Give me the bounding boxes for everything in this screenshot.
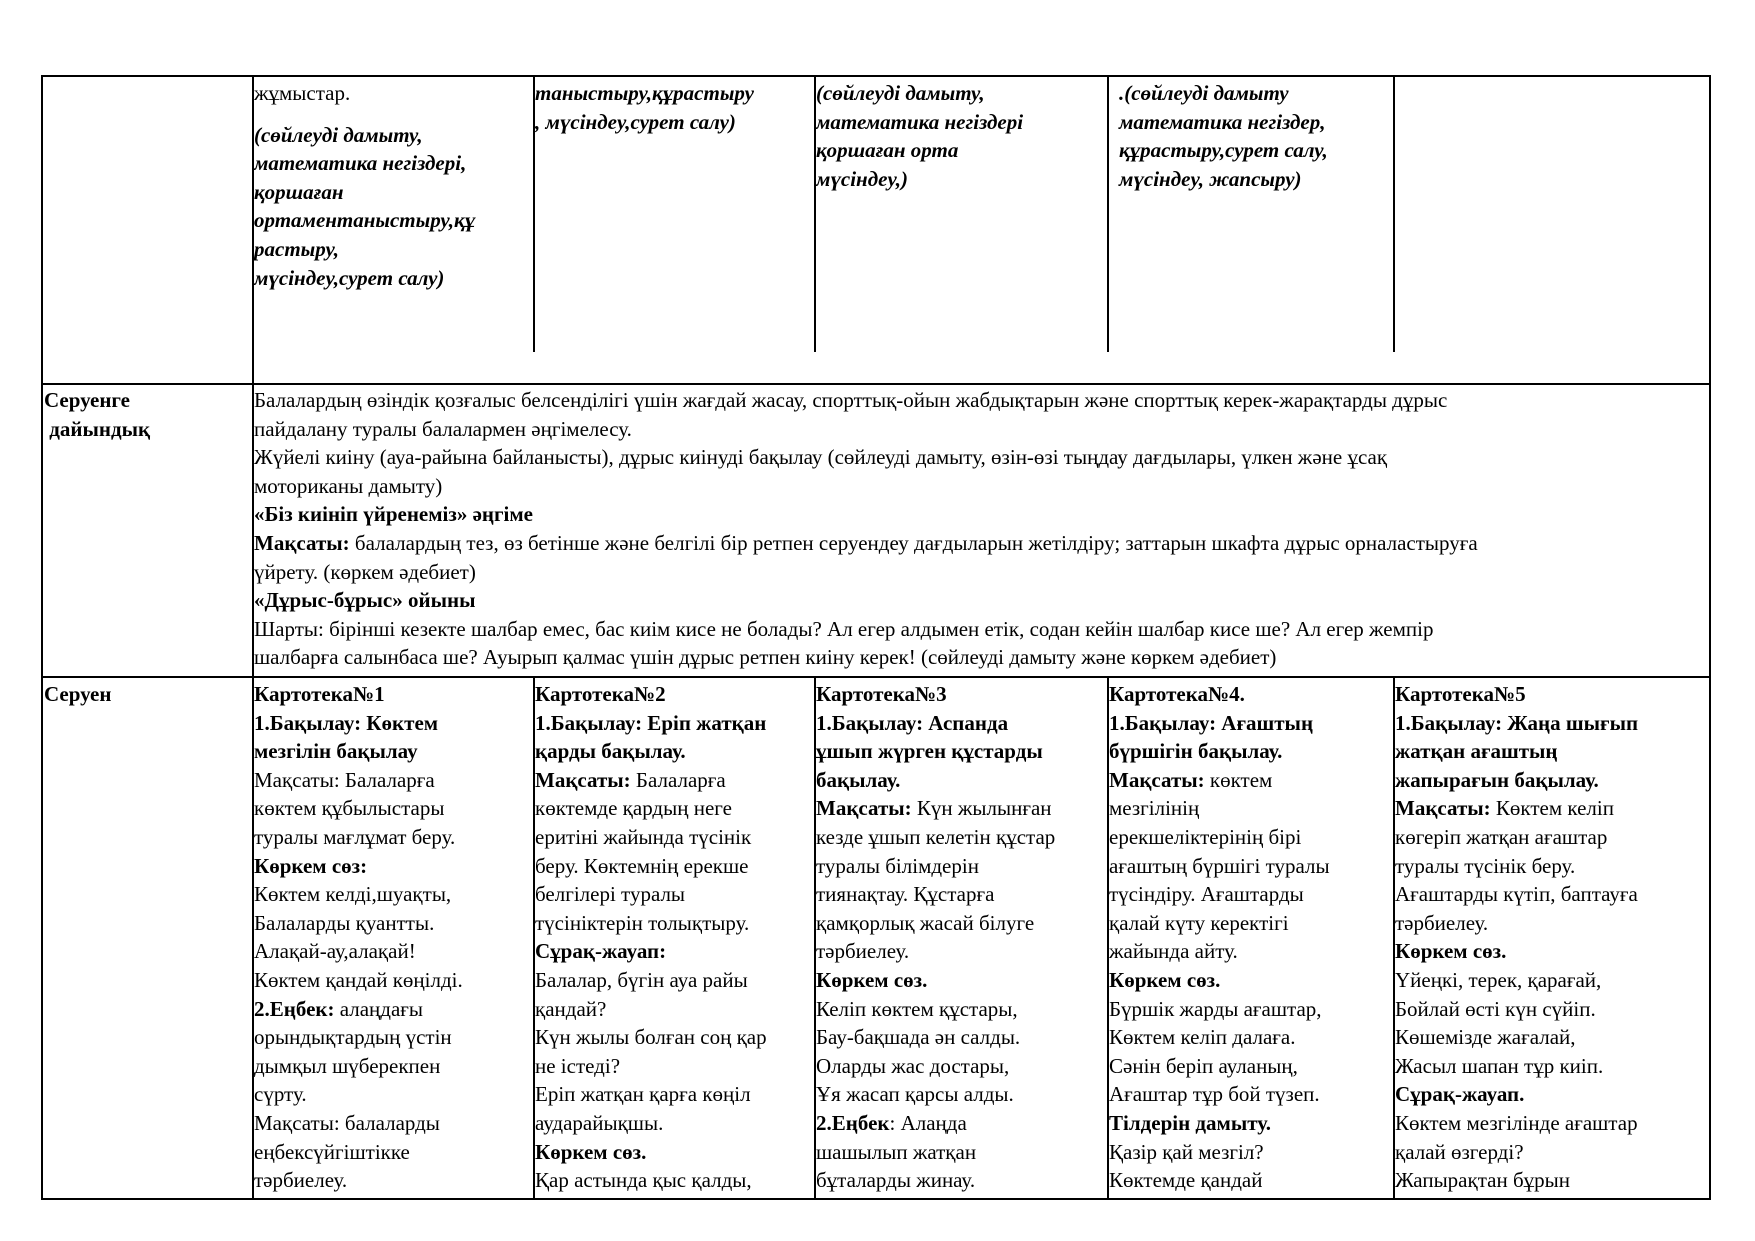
walk-card-line: [1109, 909, 1330, 938]
walk-card-line-text: 2.Еңбек:: [254, 996, 335, 1021]
walk-card-2: [535, 680, 767, 1195]
walk-card-line-text: Көктем келіп далаға.: [1109, 1025, 1296, 1050]
walk-card-line-text: еритіні жайында түсінік: [535, 824, 752, 849]
walk-card-line: [1109, 680, 1330, 709]
walk-card-line-rest: : Алаңда: [889, 1110, 967, 1135]
prep-paragraph-line: шалбарға салынбаса ше? Ауырып қалмас үшін дұрыс ретпен киіну керек! (сөйлеуді дамыту және көркем әдебиет): [254, 645, 1277, 670]
walk-card-line: [1109, 766, 1330, 795]
walk-card-line-text: түсініктерін толықтыру.: [535, 910, 750, 935]
walk-card-line: [535, 709, 767, 738]
walk-card-line: [535, 1052, 767, 1081]
walk-card-line-text: Қар астында қыс қалды,: [535, 1168, 752, 1193]
walk-card-line: [1109, 937, 1330, 966]
walk-card-line: [816, 966, 1055, 995]
walk-card-line-text: тәрбиелеу.: [816, 939, 910, 964]
walk-card-line-text: Бойлай өсті күн сүйіп.: [1395, 996, 1596, 1021]
top-cell-4-line: құрастыру,сурет салу,: [1119, 138, 1328, 163]
walk-card-line-text: 1.Бақылау: Көктем: [254, 710, 439, 735]
walk-card-line-rest: көктем: [1204, 767, 1273, 792]
walk-card-line: [535, 1138, 767, 1167]
walk-card-line-rest: Күн жылынған: [911, 796, 1052, 821]
row-divider-prep: [41, 383, 1711, 385]
walk-card-line-text: туралы түсінік беру.: [1395, 853, 1576, 878]
walk-card-line: [1109, 880, 1330, 909]
walk-card-line-text: туралы білімдерін: [816, 853, 979, 878]
walk-card-line-text: тәрбиелеу.: [254, 1168, 348, 1193]
walk-card-line-text: Күн жылы болған соң қар: [535, 1025, 767, 1050]
prep-row-content: [254, 386, 1706, 672]
walk-card-line: [535, 1109, 767, 1138]
walk-card-line: [254, 823, 463, 852]
walk-card-line-rest: Балаларға: [630, 767, 726, 792]
walk-card-line: [1395, 852, 1638, 881]
walk-card-line-text: Көркем сөз.: [816, 967, 928, 992]
walk-card-line-text: бүршігін бақылау.: [1109, 739, 1283, 764]
walk-card-line-text: кезде ұшып келетін құстар: [816, 824, 1056, 849]
walk-card-line-text: Көркем сөз:: [254, 853, 368, 878]
walk-card-line: [816, 852, 1055, 881]
walk-card-line: [816, 995, 1055, 1024]
prep-row-label: [44, 386, 150, 443]
walk-card-line: [1395, 1052, 1638, 1081]
prep-goal-text: балалардың тез, өз бетінше және белгілі бір ретпен серуендеу дағдыларын жетілдіру; заттарын шкафта дұрыс орналастыруға: [349, 530, 1478, 555]
prep-paragraph-line: пайдалану туралы балалармен әңгімелесу.: [254, 416, 632, 441]
walk-card-line-text: Алақай-ау,алақай!: [254, 939, 416, 964]
walk-card-line: [1109, 1109, 1330, 1138]
walk-card-line-text: жапырағын бақылау.: [1395, 767, 1599, 792]
walk-card-line-text: Сұрақ-жауап.: [1395, 1082, 1525, 1107]
walk-card-line-text: 1.Бақылау: Еріп жатқан: [535, 710, 767, 735]
walk-card-line-text: түсіндіру. Ағаштарды: [1109, 882, 1304, 907]
walk-card-line: [254, 1052, 463, 1081]
walk-card-line-text: сүрту.: [254, 1082, 307, 1107]
walk-card-line: [254, 966, 463, 995]
walk-card-line: [254, 794, 463, 823]
walk-card-line-text: Ағаштар тұр бой түзеп.: [1109, 1082, 1320, 1107]
walk-card-line: [1395, 937, 1638, 966]
walk-card-line: [535, 1080, 767, 1109]
walk-card-line: [1395, 1109, 1638, 1138]
walk-card-line-text: Картотека№2: [535, 682, 666, 706]
walk-card-line: [535, 1023, 767, 1052]
walk-card-line: [1395, 680, 1638, 709]
walk-card-line: [1109, 852, 1330, 881]
top-cell-1-line: қоршаған: [254, 179, 344, 204]
top-cell-2-line: , мүсіндеу,сурет салу): [535, 109, 736, 134]
walk-card-line: [1109, 995, 1330, 1024]
row-divider-walk: [41, 676, 1711, 678]
walk-card-line-text: Жапырақтан бұрын: [1395, 1168, 1570, 1193]
walk-card-line-text: туралы мағлұмат беру.: [254, 824, 456, 849]
walk-card-line-text: Мақсаты:: [1395, 796, 1491, 821]
walk-card-line-text: Еріп жатқан қарға көңіл: [535, 1082, 751, 1107]
walk-card-line: [535, 966, 767, 995]
walk-card-line-text: 1.Бақылау: Ағаштың: [1109, 710, 1314, 735]
top-cell-1-line: (сөйлеуді дамыту,: [254, 122, 423, 147]
top-cell-3: [816, 79, 1023, 193]
top-cell-2: [535, 79, 754, 136]
walk-card-line-text: дымқыл шүберекпен: [254, 1053, 441, 1078]
walk-card-line: [1395, 1080, 1638, 1109]
walk-card-line: [1109, 1023, 1330, 1052]
walk-card-line: [816, 1138, 1055, 1167]
top-cell-1: [254, 79, 475, 292]
walk-card-line: [816, 909, 1055, 938]
walk-row-label: [44, 680, 111, 709]
walk-card-line: [535, 737, 767, 766]
walk-card-line-text: не істеді?: [535, 1053, 621, 1078]
walk-card-line-text: Сәнін беріп ауланың,: [1109, 1053, 1298, 1078]
walk-card-line: [1109, 966, 1330, 995]
walk-card-line-text: Қазір қай мезгіл?: [1109, 1139, 1264, 1164]
walk-card-line-text: шашылып жатқан: [816, 1139, 977, 1164]
walk-card-line-text: мезгілінің: [1109, 796, 1200, 821]
walk-card-line: [816, 880, 1055, 909]
walk-card-line-text: ерекшеліктерінің бірі: [1109, 824, 1302, 849]
walk-card-line-text: Келіп көктем құстары,: [816, 996, 1018, 1021]
table-top-border: [41, 75, 1711, 77]
walk-card-line-text: Ағаштарды күтіп, баптауға: [1395, 882, 1638, 907]
walk-card-line-text: көктемде қардың неге: [535, 796, 732, 821]
walk-card-line-rest: алаңдағы: [334, 996, 424, 1021]
top-cell-3-line: математика негіздері: [816, 109, 1024, 134]
top-cell-1-line: растыру,: [254, 236, 339, 261]
walk-card-line: [254, 1023, 463, 1052]
walk-card-3: [816, 680, 1055, 1195]
top-cell-2-line: таныстыру,құрастыру: [535, 81, 754, 105]
walk-card-line-text: көгеріп жатқан ағаштар: [1395, 824, 1608, 849]
walk-card-line: [1395, 966, 1638, 995]
walk-card-line: [535, 794, 767, 823]
prep-title-conversation: «Біз киініп үйренеміз» әңгіме: [254, 502, 533, 527]
walk-card-line-text: Көркем сөз.: [1109, 967, 1221, 992]
walk-card-line-text: Картотека№3: [816, 682, 947, 706]
walk-card-line-text: көктем құбылыстары: [254, 796, 445, 821]
walk-card-line: [254, 1166, 463, 1195]
walk-card-line: [254, 680, 463, 709]
col-divider-5-top: [1393, 75, 1395, 352]
prep-paragraph-line: Шарты: бірінші кезекте шалбар емес, бас киім кисе не болады? Ал егер алдымен етік, содан кейін шалбар кисе ше? Ал егер жемпір: [254, 616, 1434, 641]
top-cell-4-line: мүсіндеу, жапсыру): [1119, 166, 1302, 191]
walk-card-line-rest: Көктем келіп: [1490, 796, 1614, 821]
walk-card-line-text: 2.Еңбек: [816, 1110, 890, 1135]
walk-card-line-text: Бау-бақшада ән салды.: [816, 1025, 1021, 1050]
table-right-border: [1709, 75, 1711, 1200]
walk-card-line: [1109, 1080, 1330, 1109]
walk-card-line: [1109, 823, 1330, 852]
top-cell-3-line: қоршаған орта: [816, 138, 959, 163]
walk-card-line-text: Сұрақ-жауап:: [535, 939, 667, 964]
prep-title-game: «Дұрыс-бұрыс» ойыны: [254, 588, 476, 613]
top-cell-1-intro: жұмыстар.: [254, 81, 351, 105]
walk-card-line-text: 1.Бақылау: Аспанда: [816, 710, 1009, 735]
walk-card-line: [816, 1166, 1055, 1195]
walk-card-line-text: 1.Бақылау: Жаңа шығып: [1395, 710, 1639, 735]
walk-card-line-text: бұталарды жинау.: [816, 1168, 976, 1193]
top-cell-3-line: мүсіндеу,): [816, 166, 908, 191]
table-left-border: [41, 75, 43, 1200]
walk-card-line-text: қандай?: [535, 996, 607, 1021]
walk-card-line: [535, 937, 767, 966]
walk-card-line: [1395, 1166, 1638, 1195]
walk-card-line-text: тәрбиелеу.: [1395, 910, 1489, 935]
walk-card-line-text: орындықтардың үстін: [254, 1025, 452, 1050]
table-bottom-border: [41, 1198, 1711, 1200]
walk-card-line: [535, 823, 767, 852]
walk-card-line: [1395, 737, 1638, 766]
walk-card-line: [816, 937, 1055, 966]
walk-card-line-text: Мақсаты: балаларды: [254, 1110, 440, 1135]
walk-card-line-text: Мақсаты:: [816, 796, 912, 821]
walk-row-label-text: Серуен: [44, 682, 112, 706]
walk-card-line-text: Үйеңкі, терек, қарағай,: [1395, 967, 1602, 992]
walk-card-line: [816, 680, 1055, 709]
walk-card-line: [254, 909, 463, 938]
walk-card-line: [1395, 823, 1638, 852]
walk-card-line: [816, 766, 1055, 795]
walk-card-line: [254, 995, 463, 1024]
walk-card-line: [1395, 709, 1638, 738]
walk-card-line: [535, 1166, 767, 1195]
walk-card-line-text: белгілері туралы: [535, 882, 686, 907]
prep-goal-line: [254, 529, 1706, 558]
walk-card-line-text: аударайықшы.: [535, 1110, 664, 1135]
walk-card-line-text: ағаштың бүршігі туралы: [1109, 853, 1330, 878]
prep-row-label-line: дайындық: [44, 416, 151, 441]
walk-card-line-text: Балалар, бүгін ауа райы: [535, 967, 748, 992]
walk-card-line: [816, 794, 1055, 823]
walk-card-4: [1109, 680, 1330, 1195]
walk-card-line-text: Жасыл шапан тұр киіп.: [1395, 1053, 1604, 1078]
walk-card-line-text: Көктем келді,шуақты,: [254, 882, 452, 907]
walk-card-line-text: Мақсаты: Балаларға: [254, 767, 435, 792]
prep-goal-line-2: үйрету. (көркем әдебиет): [254, 559, 476, 584]
walk-card-line: [1109, 1052, 1330, 1081]
walk-card-line-text: Картотека№1: [254, 682, 385, 706]
walk-card-line: [1395, 766, 1638, 795]
walk-card-line: [254, 1138, 463, 1167]
walk-card-line: [1109, 709, 1330, 738]
walk-card-line: [254, 852, 463, 881]
prep-paragraph-line: Балалардың өзіндік қозғалыс белсенділігі үшін жағдай жасау, спорттық-ойын жабдықтарын және спорттық керек-жарақтарды дұрыс: [254, 388, 1448, 412]
prep-paragraph-line: Жүйелі киіну (ауа-райына байланысты), дұрыс киінуді бақылау (сөйлеуді дамыту, өзін-өзі тыңдау дағдылары, үлкен және ұсақ: [254, 445, 1388, 470]
walk-card-line-text: Картотека№4.: [1109, 682, 1245, 706]
walk-card-line: [254, 766, 463, 795]
walk-card-line: [816, 1052, 1055, 1081]
walk-card-line-text: Көркем сөз.: [535, 1139, 647, 1164]
walk-card-line: [254, 1080, 463, 1109]
walk-card-line: [254, 880, 463, 909]
walk-card-line: [535, 880, 767, 909]
walk-card-line-text: Мақсаты:: [535, 767, 631, 792]
walk-card-line: [1395, 995, 1638, 1024]
walk-card-line-text: Картотека№5: [1395, 682, 1526, 706]
walk-card-line: [1395, 909, 1638, 938]
prep-row-label-line: Серуенге: [44, 388, 130, 412]
walk-card-line-text: қамқорлық жасай білуге: [816, 910, 1035, 935]
walk-card-line: [1395, 1138, 1638, 1167]
walk-card-line-text: қарды бақылау.: [535, 739, 686, 764]
walk-card-line: [535, 995, 767, 1024]
walk-card-line: [535, 680, 767, 709]
walk-card-line: [816, 737, 1055, 766]
walk-card-line-text: ұшып жүрген құстарды: [816, 739, 1043, 764]
walk-card-line-text: Бүршік жарды ағаштар,: [1109, 996, 1322, 1021]
prep-goal-label: Мақсаты:: [254, 530, 350, 555]
walk-card-line-text: жатқан ағаштың: [1395, 739, 1558, 764]
walk-card-line-text: мезгілін бақылау: [254, 739, 418, 764]
walk-card-line: [1395, 794, 1638, 823]
top-cell-1-line: ортаментаныстыру,құ: [254, 208, 476, 233]
walk-card-line: [816, 1080, 1055, 1109]
walk-card-line: [816, 1109, 1055, 1138]
walk-card-line: [535, 766, 767, 795]
walk-card-line-text: тиянақтау. Құстарға: [816, 882, 995, 907]
prep-paragraph-line: моториканы дамыту): [254, 473, 443, 498]
walk-card-line: [254, 709, 463, 738]
walk-card-line-text: Көктемде қандай: [1109, 1168, 1263, 1193]
walk-card-line: [1109, 794, 1330, 823]
walk-card-line-text: Мақсаты:: [1109, 767, 1205, 792]
col-divider-4-top: [1107, 75, 1109, 352]
walk-card-line-text: Көшемізде жағалай,: [1395, 1025, 1576, 1050]
walk-card-line: [535, 852, 767, 881]
walk-card-line: [816, 1023, 1055, 1052]
walk-card-line-text: жайында айту.: [1109, 939, 1238, 964]
walk-card-line-text: қалай күту керектігі: [1109, 910, 1289, 935]
top-cell-4-line: математика негіздер,: [1119, 109, 1326, 134]
walk-card-line-text: Көктем қандай көңілді.: [254, 967, 463, 992]
walk-card-line: [1109, 1166, 1330, 1195]
walk-card-line: [254, 1109, 463, 1138]
walk-card-line-text: Балаларды қуантты.: [254, 910, 435, 935]
top-cell-1-line: математика негіздері,: [254, 151, 467, 176]
top-cell-4-line: .(сөйлеуді дамыту: [1119, 81, 1289, 105]
walk-card-line-text: Көркем сөз.: [1395, 939, 1507, 964]
walk-card-line: [535, 909, 767, 938]
top-cell-3-line: (сөйлеуді дамыту,: [816, 81, 985, 105]
walk-card-line-text: Тілдерін дамыту.: [1109, 1110, 1271, 1135]
walk-card-line: [254, 937, 463, 966]
walk-card-line-text: бақылау.: [816, 767, 901, 792]
walk-card-line-text: Көктем мезгілінде ағаштар: [1395, 1110, 1638, 1135]
walk-card-line: [1109, 737, 1330, 766]
walk-card-line-text: қалай өзгерді?: [1395, 1139, 1524, 1164]
walk-card-line: [1395, 880, 1638, 909]
top-cell-1-line: мүсіндеу,сурет салу): [254, 265, 445, 290]
walk-card-line: [816, 823, 1055, 852]
walk-card-5: [1395, 680, 1638, 1195]
walk-card-line: [254, 737, 463, 766]
walk-card-line: [816, 709, 1055, 738]
walk-card-line-text: еңбексүйгіштікке: [254, 1139, 410, 1164]
walk-card-line-text: Оларды жас достары,: [816, 1053, 1010, 1078]
walk-card-1: [254, 680, 463, 1195]
walk-card-line: [1395, 1023, 1638, 1052]
walk-card-line-text: беру. Көктемнің ерекше: [535, 853, 749, 878]
walk-card-line: [1109, 1138, 1330, 1167]
top-cell-4: [1119, 79, 1328, 193]
walk-card-line-text: Ұя жасап қарсы алды.: [816, 1082, 1014, 1107]
